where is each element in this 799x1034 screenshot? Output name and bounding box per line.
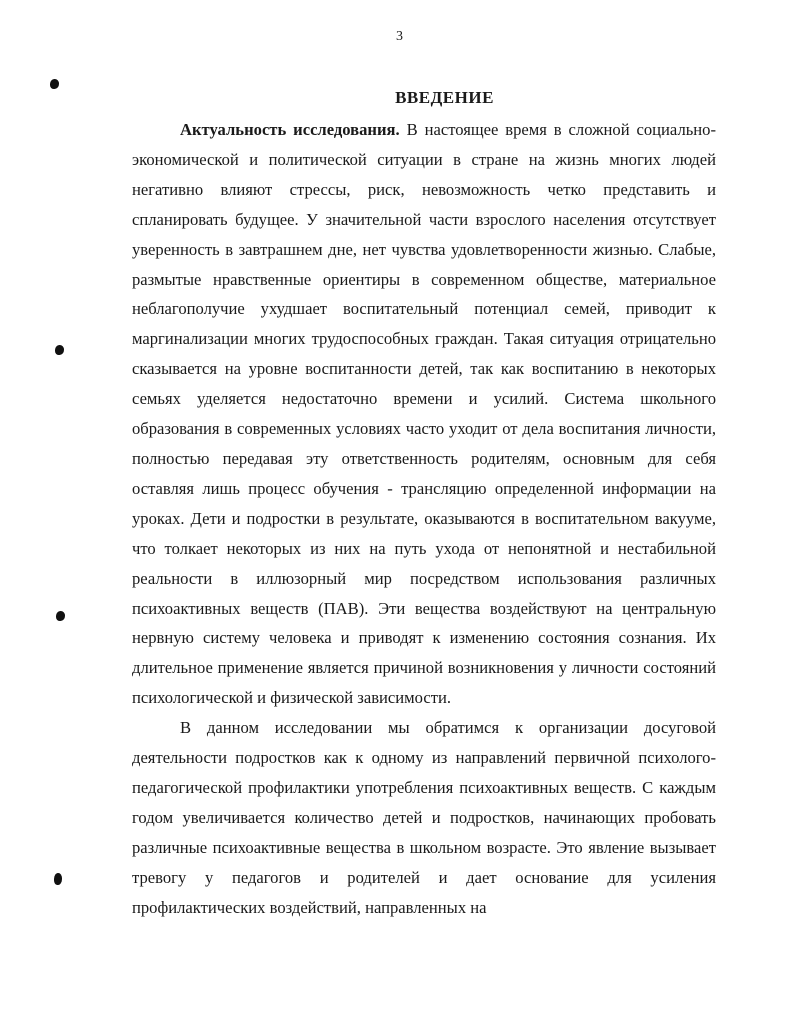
paragraph-text: В данном исследовании мы обратимся к организации досуговой деятельности подростков как к одному из направлений первичной психолого-педагогической профилактики употребления психоактивных веществ. С каждым годом увеличивается количество детей и подростков, начинающих пробовать различные психоактивные вещества в школьном возрасте. Это явление вызывает тревогу у педагогов и родителей и дает основание для усиления профилактических воздействий, направленных на — [132, 718, 716, 917]
binding-hole-mark — [54, 873, 62, 885]
binding-hole-mark — [55, 345, 64, 355]
body-text — [132, 115, 716, 922]
section-heading: ВВЕДЕНИЕ — [395, 88, 494, 107]
page-number: 3 — [396, 29, 403, 44]
paragraph-actuality — [132, 115, 716, 713]
paragraph-lead-in: Актуальность исследования. — [180, 120, 400, 139]
binding-hole-mark — [56, 611, 65, 621]
paragraph-text: В настоящее время в сложной социально-экономической и политической ситуации в стране на жизнь многих людей негативно влияют стрессы, риск, невозможность четко представить и спланировать будущее. У значительной части взрослого населения отсутствует уверенность в завтрашнем дне, нет чувства удовлетворенности жизнью. Слабые, размытые нравственные ориентиры в современном обществе, материальное неблагополучие ухудшает воспитательный потенциал семей, приводит к маргинализации многих трудоспособных граждан. Такая ситуация отрицательно сказывается на уровне воспитанности детей, так как воспитанию в некоторых семьях уделяется недостаточно времени и усилий. Система школьного образования в современных условиях часто уходит от дела воспитания личности, полностью передавая эту ответственность родителям, основным для себя оставляя лишь процесс обучения - трансляцию определенной информации на уроках. Дети и подростки в результате, оказываются в воспитательном вакууме, что толкает некоторых из них на путь ухода от непонятной и нестабильной реальности в иллюзорный мир посредством использования различных психоактивных веществ (ПАВ). Эти вещества воздействуют на центральную нервную систему человека и приводят к изменению состояния сознания. Их длительное применение является причиной возникновения у личности состояний психологической и физической зависимости. — [132, 120, 716, 708]
paragraph-research-focus — [132, 713, 716, 922]
